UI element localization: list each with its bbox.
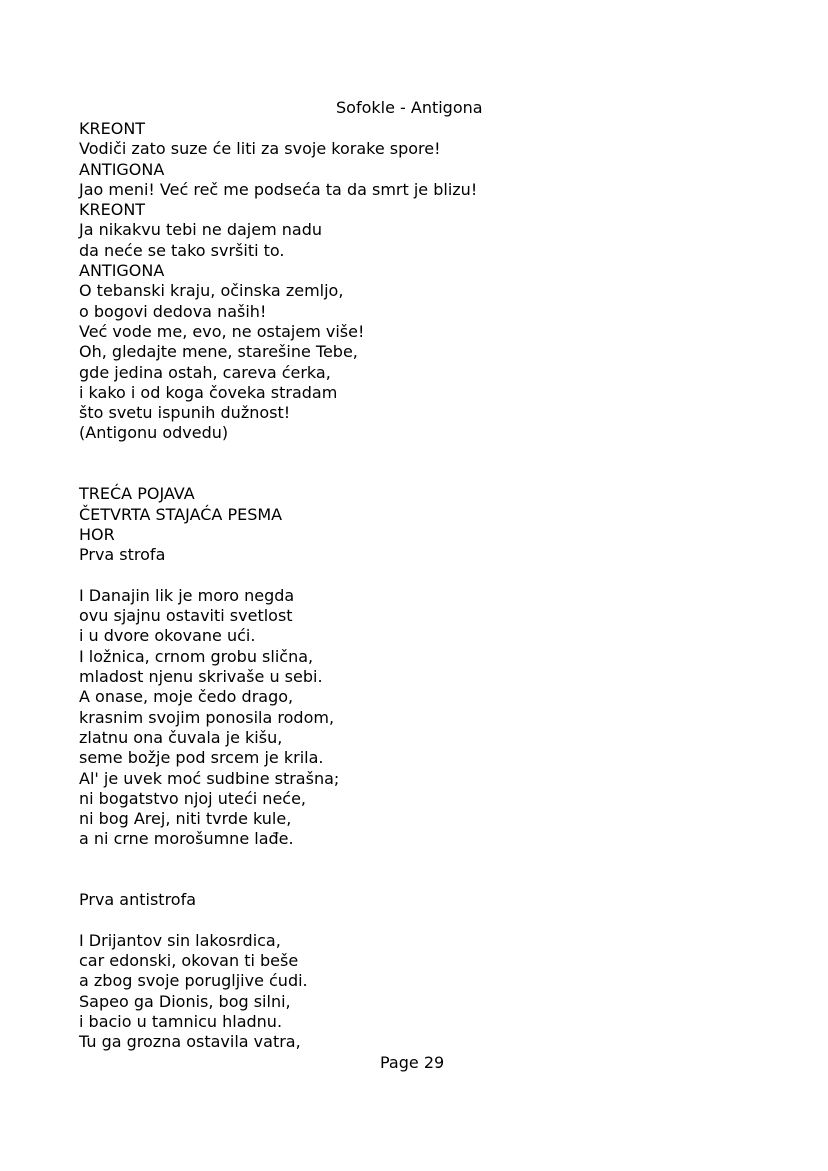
text-line: KREONT (79, 200, 146, 220)
text-line: Prva strofa (79, 545, 166, 565)
text-line: car edonski, okovan ti beše (79, 951, 299, 971)
text-line: ČETVRTA STAJAĆA PESMA (79, 504, 283, 524)
text-line: I ložnica, crnom grobu slična, (79, 646, 314, 666)
text-line: Prva antistrofa (79, 890, 197, 910)
text-line: da neće se tako svršiti to. (79, 240, 285, 260)
text-line: Tu ga grozna ostavila vatra, (79, 1032, 301, 1052)
text-line: o bogovi dedova naših! (79, 301, 267, 321)
text-line: Ja nikakvu tebi ne dajem nadu (79, 220, 322, 240)
text-line: I Danajin lik je moro negda (79, 585, 295, 605)
text-line: i kako i od koga čoveka stradam (79, 382, 338, 402)
text-line: ni bog Arej, niti tvrde kule, (79, 809, 292, 829)
text-line: ANTIGONA (79, 261, 165, 281)
text-line: KREONT (79, 119, 146, 138)
text-line: (Antigonu odvedu) (79, 423, 229, 443)
blank-line (79, 911, 779, 931)
text-line: Već vode me, evo, ne ostajem više! (79, 321, 365, 341)
blank-line (79, 444, 779, 464)
text-line: A onase, moje čedo drago, (79, 687, 294, 707)
text-line: ni bogatstvo njoj uteći neće, (79, 788, 307, 808)
blank-line (79, 566, 779, 586)
text-line: zlatnu ona čuvala je kišu, (79, 727, 283, 747)
text-line: a zbog svoje porugljive ćudi. (79, 971, 308, 991)
text-line: što svetu ispunih dužnost! (79, 403, 291, 423)
text-line: mladost njenu skrivaše u sebi. (79, 667, 323, 687)
text-line: krasnim svojim ponosila rodom, (79, 707, 335, 727)
text-line: a ni crne morošumne lađe. (79, 829, 294, 849)
text-line: Jao meni! Već reč me podseća ta da smrt je blizu! (79, 179, 478, 199)
text-line: i u dvore okovane ući. (79, 626, 256, 646)
page-number: Page 29 (380, 1053, 445, 1072)
blank-line (79, 870, 779, 890)
text-line: seme božje pod srcem je krila. (79, 748, 324, 768)
text-line: ANTIGONA (79, 159, 165, 179)
text-line: Vodiči zato suze će liti za svoje korake spore! (79, 139, 441, 159)
text-line: HOR (79, 524, 115, 544)
text-line: O tebanski kraju, očinska zemljo, (79, 281, 344, 301)
document-body (79, 119, 779, 1053)
text-line: Oh, gledajte mene, starešine Tebe, (79, 342, 358, 362)
blank-line (79, 464, 779, 484)
text-line: Al' je uvek moć sudbine strašna; (79, 768, 340, 788)
page-header-title: Sofokle - Antigona (336, 98, 483, 117)
text-line: ovu sjajnu ostaviti svetlost (79, 606, 293, 626)
text-line: i bacio u tamnicu hladnu. (79, 1012, 283, 1032)
text-line: Sapeo ga Dionis, bog silni, (79, 991, 291, 1011)
text-line: gde jedina ostah, careva ćerka, (79, 362, 331, 382)
text-line: I Drijantov sin lakosrdica, (79, 930, 281, 950)
blank-line (79, 850, 779, 870)
text-line: TREĆA POJAVA (79, 484, 195, 504)
